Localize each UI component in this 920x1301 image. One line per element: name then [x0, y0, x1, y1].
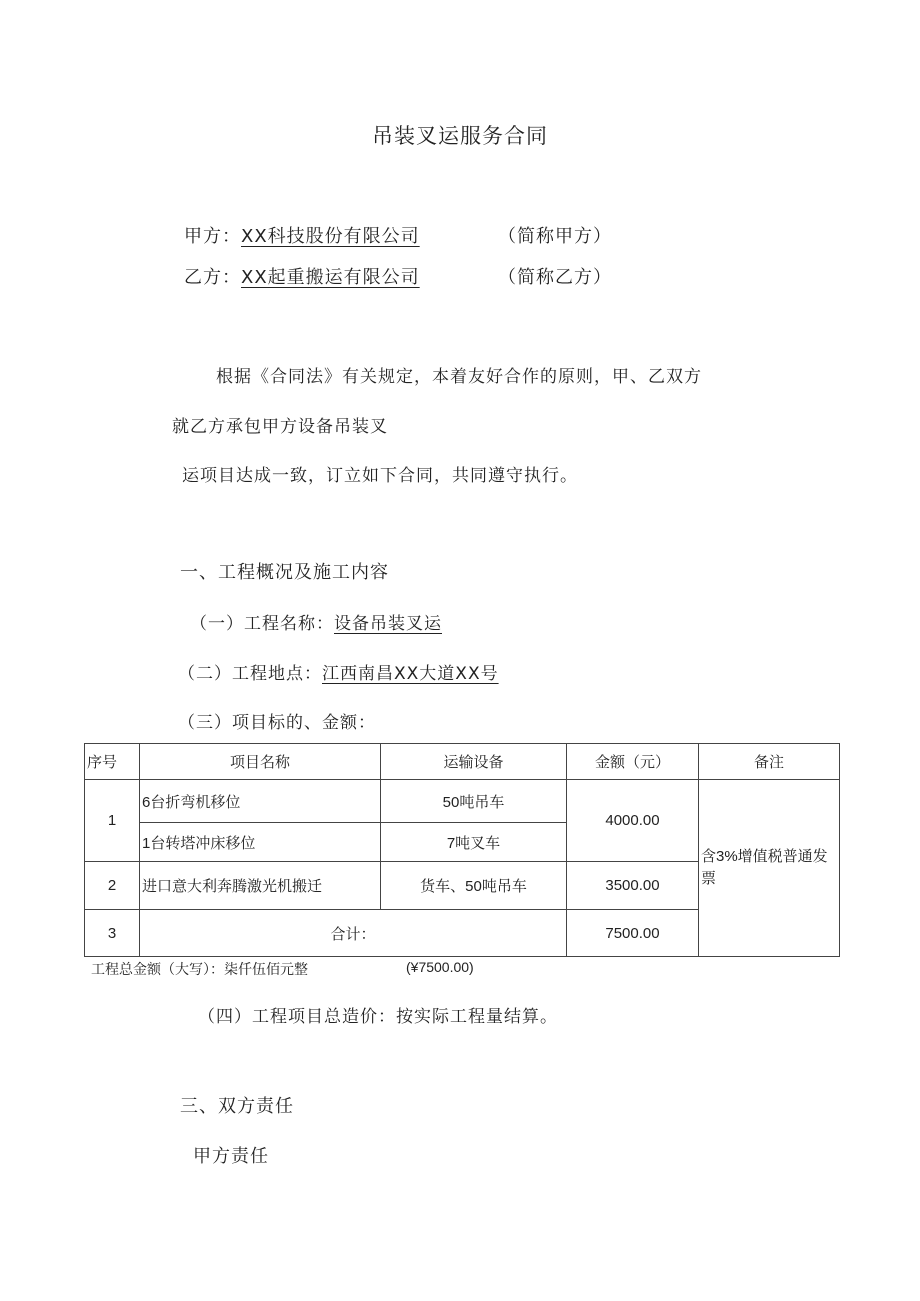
section-1-heading: 一、工程概况及施工内容 — [180, 562, 389, 583]
row-1a-name: 6台折弯机移位 — [140, 780, 381, 823]
project-name-row — [190, 609, 442, 634]
project-location-row — [178, 659, 499, 684]
header-equipment: 运输设备 — [381, 744, 567, 780]
items-table — [84, 743, 840, 957]
party-a — [184, 222, 612, 248]
row-1b-equipment: 7吨叉车 — [381, 823, 567, 862]
header-name: 项目名称 — [140, 744, 381, 780]
party-b — [184, 263, 612, 289]
party-a-abbr: （简称甲方） — [498, 226, 612, 247]
total-amount-number: (¥7500.00) — [406, 959, 474, 975]
note-cell: 含3%增值税普通发票 — [699, 780, 840, 957]
project-location-value: 江西南昌XX大道XX号 — [322, 664, 499, 684]
intro-line-3: 运项目达成一致，订立如下合同，共同遵守执行。 — [182, 466, 578, 486]
project-name-value: 设备吊装叉运 — [334, 614, 442, 634]
row-2-no: 2 — [85, 862, 140, 910]
party-b-label: 乙方： — [184, 267, 241, 288]
row-1-amount: 4000.00 — [567, 780, 699, 862]
project-name-label: （一）工程名称： — [190, 614, 334, 634]
row-1a-equipment: 50吨吊车 — [381, 780, 567, 823]
row-1-no: 1 — [85, 780, 140, 862]
row-1b-name: 1台转塔冲床移位 — [140, 823, 381, 862]
section-3-heading: 三、双方责任 — [180, 1096, 294, 1117]
table-row — [85, 780, 840, 823]
party-b-abbr: （简称乙方） — [498, 267, 612, 288]
total-amount: 7500.00 — [567, 910, 699, 957]
header-note: 备注 — [699, 744, 840, 780]
party-a-name: XX科技股份有限公司 — [241, 226, 420, 247]
row-2-equipment: 货车、50吨吊车 — [381, 862, 567, 910]
total-amount-words: 工程总金额（大写）：柒仟伍佰元整 — [91, 962, 308, 978]
row-2-amount: 3500.00 — [567, 862, 699, 910]
project-items-heading: （三）项目标的、金额： — [178, 713, 376, 733]
party-b-name: XX起重搬运有限公司 — [241, 267, 420, 288]
project-location-label: （二）工程地点： — [178, 664, 322, 684]
header-no: 序号 — [85, 744, 140, 780]
row-2-name: 进口意大利奔腾激光机搬迁 — [140, 862, 381, 910]
table-header-row — [85, 744, 840, 780]
total-label: 合计： — [140, 910, 567, 957]
intro-line-2: 就乙方承包甲方设备吊装叉 — [172, 417, 388, 437]
party-a-duties-heading: 甲方责任 — [193, 1146, 269, 1167]
header-amount: 金额（元） — [567, 744, 699, 780]
total-cost-clause: （四）工程项目总造价：按实际工程量结算。 — [198, 1007, 558, 1027]
intro-line-1: 根据《合同法》有关规定，本着友好合作的原则，甲、乙双方 — [216, 367, 702, 387]
party-a-label: 甲方： — [184, 226, 241, 247]
row-3-no: 3 — [85, 910, 140, 957]
document-title: 吊装叉运服务合同 — [372, 124, 548, 148]
